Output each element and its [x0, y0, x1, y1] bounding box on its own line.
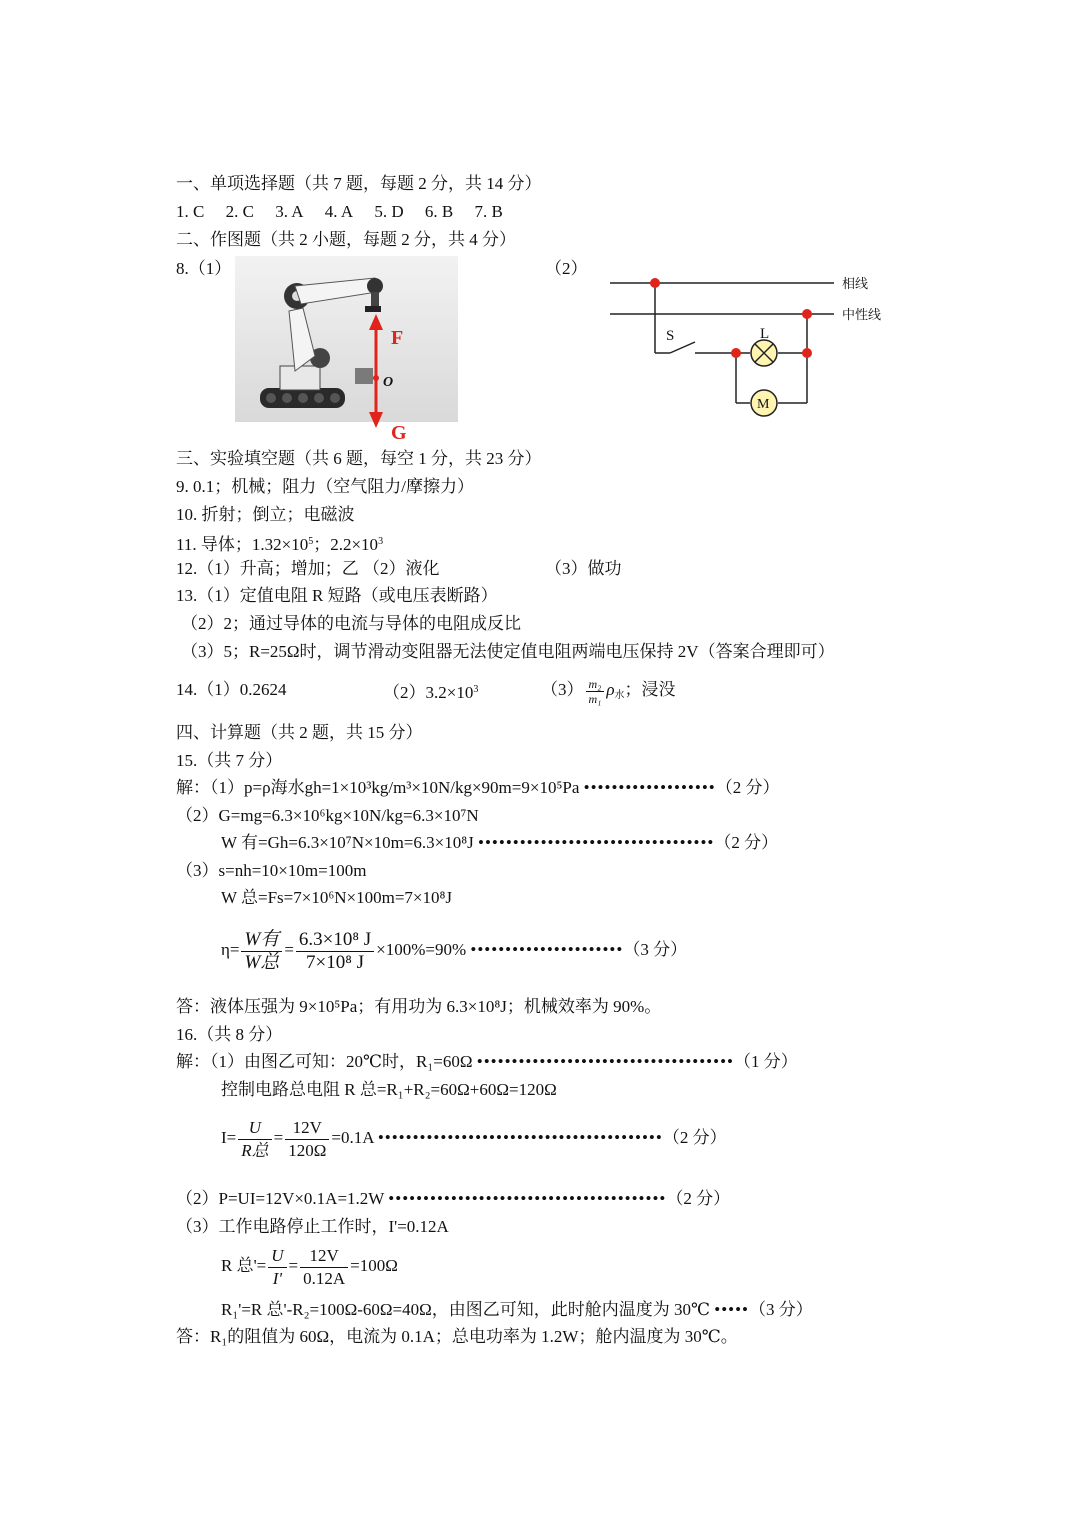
- q16-line-3-text: （2）P=UI=12V×0.1A=1.2W: [176, 1189, 385, 1208]
- section-3-title: 三、实验填空题（共 6 题，每空 1 分，共 23 分）: [176, 449, 542, 468]
- q16-r-den-2: 0.12A: [303, 1268, 346, 1288]
- mc-answer: 2. C: [225, 202, 254, 221]
- q16-answer: 答：R₁的阻值为 60Ω，电流为 0.1A；总电功率为 1.2W；舱内温度为 30℃。: [176, 1327, 738, 1346]
- q14-part-1: 14.（1）0.2624: [176, 680, 287, 699]
- q13-part-3: （3）5；R=25Ω时，调节滑动变阻器无法使定值电阻两端电压保持 2V（答案合理即可）: [181, 642, 835, 661]
- section-4-title: 四、计算题（共 2 题，共 15 分）: [176, 723, 423, 742]
- q16-line-2: 控制电路总电阻 R 总=R₁+R₂=60Ω+60Ω=120Ω: [221, 1080, 557, 1099]
- q16-i-score: （2 分）: [662, 1128, 727, 1147]
- q16-r-frac: [268, 1245, 286, 1290]
- q14-rho-sub: 水: [614, 690, 625, 701]
- motor-label: M: [757, 397, 770, 412]
- q16-line-5-text: R₁'=R 总'-R₂=100Ω-60Ω=40Ω，由图乙可知，此时舱内温度为 30℃: [221, 1300, 710, 1319]
- q16-r-label: R 总'=: [221, 1256, 267, 1275]
- mc-answer: 5. D: [374, 202, 404, 221]
- q16-r-den: I': [272, 1268, 283, 1288]
- q16-r-num: U: [268, 1245, 286, 1268]
- q16-r-frac-2: [300, 1245, 348, 1290]
- q14-fraction: [586, 677, 605, 706]
- q15-eta-den-2: 7×10⁸ J: [306, 951, 365, 973]
- section-2-title: 二、作图题（共 2 小题，每题 2 分，共 4 分）: [176, 230, 516, 249]
- q11-exp-1: 5: [308, 536, 314, 547]
- q16-line-1-text: 解：（1）由图乙可知：20℃时，R₁=60Ω: [176, 1052, 473, 1071]
- q14-part-2-exp: 3: [473, 684, 479, 695]
- switch-label: S: [666, 328, 675, 344]
- q15-line-3-score: （2 分）: [714, 833, 779, 852]
- q11-part-a: 11. 导体；1.32×10: [176, 535, 309, 554]
- q15-eta-tail: ×100%=90%: [376, 940, 467, 959]
- pivot-point: [373, 375, 379, 381]
- q16-i-den: R总: [241, 1140, 269, 1160]
- q15-line-4: （3）s=nh=10×10m=100m: [176, 861, 367, 880]
- q15-eta-frac-2: [296, 929, 374, 974]
- mc-answer: 1. C: [176, 202, 205, 221]
- q16-i-label: I=: [221, 1128, 237, 1147]
- q14-part-3-tail: ；浸没: [624, 680, 676, 699]
- q14-part-3: [541, 670, 676, 716]
- q16-r-tail: =100Ω: [350, 1256, 398, 1275]
- neutral-wire-label: 中性线: [842, 308, 882, 323]
- junction-node: [731, 348, 741, 358]
- q11-answer: [176, 531, 383, 556]
- pivot-o-label: O: [383, 375, 394, 390]
- robot-arm-figure: [235, 256, 465, 446]
- load-block: [355, 368, 373, 384]
- q15-line-1-text: 解：（1）p=ρ海水gh=1×10³kg/m³×10N/kg×90m=9×10⁵Pa: [176, 778, 580, 797]
- q14-part-2: [383, 679, 478, 704]
- q9-answer: 9. 0.1；机械；阻力（空气阻力/摩擦力）: [176, 477, 474, 496]
- q16-line-5: R₁'=R 总'-R₂=100Ω-60Ω=40Ω，由图乙可知，此时舱内温度为 30℃ •••••（3 分）: [221, 1300, 813, 1319]
- mc-answer: 3. A: [275, 202, 304, 221]
- force-g-label: G: [391, 422, 407, 444]
- live-wire-label: 相线: [842, 277, 869, 292]
- q16-line-5-score: （3 分）: [749, 1300, 813, 1319]
- circuit-figure: [600, 262, 900, 422]
- q16-i-frac-2: [285, 1117, 329, 1162]
- q16-r-num-2: 12V: [300, 1245, 348, 1268]
- force-f-label: F: [391, 327, 404, 349]
- q16-line-1: 解：（1）由图乙可知：20℃时，R₁=60Ω •••••••••••••••••••••••••••••••••••••（1 分）: [176, 1052, 798, 1071]
- q15-line-1: 解：（1）p=ρ海水gh=1×10³kg/m³×10N/kg×90m=9×10⁵Pa •••••••••••••••••••（2 分）: [176, 778, 780, 797]
- mc-answer: 7. B: [474, 202, 503, 221]
- q16-i-num-2: 12V: [285, 1117, 329, 1140]
- mc-answer: 6. B: [424, 202, 454, 221]
- q15-line-5: W 总=Fs=7×10⁶N×100m=7×10⁸J: [221, 888, 453, 907]
- q15-eta-score: （3 分）: [623, 940, 688, 959]
- mc-answers: [176, 201, 503, 223]
- q15-answer: 答：液体压强为 9×10⁵Pa；有用功为 6.3×10⁸J；机械效率为 90%。: [176, 997, 662, 1016]
- q14-part-3-label: （3）: [541, 680, 584, 699]
- junction-node: [802, 348, 812, 358]
- q12-answer-b: （3）做功: [545, 559, 622, 578]
- q14-part-2-base: （2）3.2×10: [383, 683, 474, 702]
- q15-eta-num-2: 6.3×10⁸ J: [296, 929, 374, 952]
- q16-line-3: （2）P=UI=12V×0.1A=1.2W ••••••••••••••••••••••••••••••••••••••••（2 分）: [176, 1189, 731, 1208]
- q15-eta-num: W有: [241, 929, 282, 952]
- q16-current: I= $\frac{U}{\text{R总}}$ = $\frac{12V}{120\Omega}$ =0.1A •••••••••••••••••••••••••••••••••••••••••（2 分）: [221, 1117, 727, 1160]
- q15-line-3: W 有=Gh=6.3×10⁷N×10m=6.3×10⁸J ••••••••••••••••••••••••••••••••••（2 分）: [221, 833, 779, 852]
- q16-i-tail: =0.1A: [331, 1128, 374, 1147]
- q15-eta-den: W总: [244, 951, 280, 973]
- q13-part-1: 13.（1）定值电阻 R 短路（或电压表断路）: [176, 586, 498, 605]
- q10-answer: 10. 折射；倒立；电磁波: [176, 505, 355, 524]
- lamp-icon: [751, 340, 777, 366]
- q16-i-num: U: [238, 1117, 271, 1140]
- q8-label-2: （2）: [545, 259, 588, 278]
- q15-line-1-score: （2 分）: [715, 778, 780, 797]
- q15-eta-label: η=: [221, 940, 240, 959]
- junction-node: [650, 278, 660, 288]
- q14-frac-den: m₁: [588, 691, 602, 706]
- q8-label-1: 8.（1）: [176, 259, 232, 278]
- q16-i-den-2: 120Ω: [288, 1140, 327, 1160]
- q14-frac-num: m₂: [586, 677, 605, 692]
- q16-line-3-score: （2 分）: [666, 1189, 731, 1208]
- q11-exp-2: 3: [378, 536, 384, 547]
- q15-header: 15.（共 7 分）: [176, 751, 283, 770]
- q16-line-4: （3）工作电路停止工作时，I'=0.12A: [176, 1217, 449, 1236]
- q15-line-3-text: W 有=Gh=6.3×10⁷N×10m=6.3×10⁸J: [221, 833, 474, 852]
- q11-part-b: ；2.2×10: [313, 535, 379, 554]
- q15-efficiency: η= $\frac{\text{W有}}{\text{W总}}$ = $\frac{\text{6.3×10⁸ J}}{\text{7×10⁸ J}}$ ×100%=90% ••••••••••••••••••••••（3 分）: [221, 928, 688, 973]
- q15-eta-frac: [241, 929, 282, 974]
- junction-node: [802, 309, 812, 319]
- q15-line-2: （2）G=mg=6.3×10⁶kg×10N/kg=6.3×10⁷N: [176, 806, 479, 825]
- mc-answer: 4. A: [324, 202, 354, 221]
- q12-answer-a: 12.（1）升高；增加；乙 （2）液化: [176, 559, 440, 578]
- q13-part-2: （2）2；通过导体的电流与导体的电阻成反比: [181, 614, 521, 633]
- lamp-label: L: [760, 326, 770, 342]
- q16-line-1-score: （1 分）: [733, 1052, 798, 1071]
- q14-rho: ρ: [606, 680, 615, 699]
- q16-header: 16.（共 8 分）: [176, 1025, 283, 1044]
- q16-resistance: R 总'= $\frac{U}{I'}$ = $\frac{12V}{0.12A}$ =100Ω: [221, 1245, 398, 1288]
- section-1-title: 一、单项选择题（共 7 题，每题 2 分，共 14 分）: [176, 174, 542, 193]
- wiring: [655, 283, 807, 403]
- q16-i-frac: [238, 1117, 271, 1162]
